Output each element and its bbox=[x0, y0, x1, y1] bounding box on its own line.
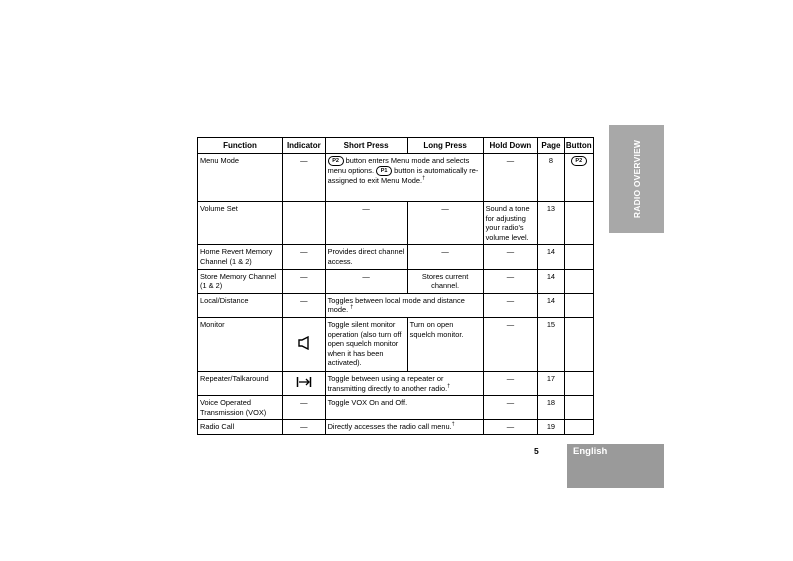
language-tab bbox=[567, 444, 664, 488]
cell-short-press: Provides direct channel access. bbox=[325, 245, 407, 269]
table-row bbox=[198, 269, 594, 293]
cell-short-press bbox=[325, 293, 483, 317]
cell-page: 18 bbox=[538, 396, 564, 420]
cell-short-press: Toggle silent monitor operation (also turn off open squelch monitor when it has been activated). bbox=[325, 317, 407, 371]
cell-function: Voice Operated Transmission (VOX) bbox=[198, 396, 283, 420]
cell-page: 19 bbox=[538, 420, 564, 435]
header-indicator: Indicator bbox=[283, 138, 326, 154]
cell-function: Store Memory Channel (1 & 2) bbox=[198, 269, 283, 293]
table-row bbox=[198, 245, 594, 269]
cell-indicator: — bbox=[283, 396, 326, 420]
table-row bbox=[198, 317, 594, 371]
cell-function: Menu Mode bbox=[198, 154, 283, 202]
cell-page: 15 bbox=[538, 317, 564, 371]
cell-long-press: — bbox=[407, 245, 483, 269]
header-page: Page bbox=[538, 138, 564, 154]
short-press-text-2: button is automatically re-assigned to exit Menu Mode. bbox=[327, 166, 479, 186]
cell-hold-down: — bbox=[483, 371, 538, 395]
talkaround-icon bbox=[296, 376, 312, 388]
dagger-mark: † bbox=[447, 383, 451, 390]
cell-indicator: — bbox=[283, 420, 326, 435]
cell-function: Home Revert Memory Channel (1 & 2) bbox=[198, 245, 283, 269]
cell-button bbox=[564, 293, 593, 317]
cell-short-press: Toggle VOX On and Off. bbox=[325, 396, 483, 420]
cell-short-press bbox=[325, 154, 483, 202]
header-long-press: Long Press bbox=[407, 138, 483, 154]
cell-function: Local/Distance bbox=[198, 293, 283, 317]
cell-long-press: — bbox=[407, 202, 483, 245]
cell-short-press: — bbox=[325, 269, 407, 293]
cell-function: Monitor bbox=[198, 317, 283, 371]
cell-function: Repeater/Talkaround bbox=[198, 371, 283, 395]
table-row bbox=[198, 420, 594, 435]
cell-indicator bbox=[283, 317, 326, 371]
table-header-row bbox=[198, 138, 594, 154]
cell-page: 14 bbox=[538, 269, 564, 293]
cell-hold-down: — bbox=[483, 154, 538, 202]
short-press-text: Directly accesses the radio call menu. bbox=[327, 422, 452, 432]
cell-indicator: — bbox=[283, 293, 326, 317]
dagger-mark: † bbox=[350, 304, 354, 311]
cell-indicator: — bbox=[283, 154, 326, 202]
section-title: RADIO OVERVIEW bbox=[631, 139, 642, 219]
cell-hold-down: — bbox=[483, 396, 538, 420]
cell-page: 8 bbox=[538, 154, 564, 202]
cell-function: Volume Set bbox=[198, 202, 283, 245]
cell-page: 14 bbox=[538, 245, 564, 269]
cell-hold-down: — bbox=[483, 420, 538, 435]
cell-button bbox=[564, 396, 593, 420]
cell-indicator: — bbox=[283, 269, 326, 293]
cell-short-press: — bbox=[325, 202, 407, 245]
cell-page: 14 bbox=[538, 293, 564, 317]
table-row bbox=[198, 371, 594, 395]
p2-button-icon: P2 bbox=[328, 156, 344, 166]
short-press-text: Toggle between using a repeater or transmitting directly to another radio. bbox=[327, 373, 448, 393]
cell-hold-down: — bbox=[483, 293, 538, 317]
header-button: Button bbox=[564, 138, 593, 154]
cell-hold-down: — bbox=[483, 269, 538, 293]
cell-button bbox=[564, 245, 593, 269]
speaker-icon bbox=[298, 336, 310, 350]
cell-short-press bbox=[325, 420, 483, 435]
short-press-text-1: button enters Menu mode and selects menu options. bbox=[327, 156, 470, 176]
dagger-mark: † bbox=[451, 421, 455, 428]
section-side-tab bbox=[609, 125, 664, 233]
table-row bbox=[198, 202, 594, 245]
language-label: English bbox=[573, 446, 608, 457]
cell-hold-down: Sound a tone for adjusting your radio's volume level. bbox=[483, 202, 538, 245]
cell-indicator bbox=[283, 202, 326, 245]
p1-button-icon: P1 bbox=[376, 166, 392, 176]
cell-indicator: — bbox=[283, 245, 326, 269]
short-press-text: Toggles between local mode and distance mode. bbox=[327, 295, 465, 315]
cell-long-press: Turn on open squelch monitor. bbox=[407, 317, 483, 371]
cell-button bbox=[564, 371, 593, 395]
cell-page: 17 bbox=[538, 371, 564, 395]
cell-button bbox=[564, 420, 593, 435]
cell-button bbox=[564, 317, 593, 371]
table-row bbox=[198, 293, 594, 317]
cell-indicator bbox=[283, 371, 326, 395]
header-hold-down: Hold Down bbox=[483, 138, 538, 154]
cell-button bbox=[564, 202, 593, 245]
header-short-press: Short Press bbox=[325, 138, 407, 154]
cell-page: 13 bbox=[538, 202, 564, 245]
cell-hold-down: — bbox=[483, 317, 538, 371]
dagger-mark: † bbox=[422, 175, 426, 182]
p2-button-icon: P2 bbox=[571, 156, 587, 166]
cell-function: Radio Call bbox=[198, 420, 283, 435]
cell-short-press bbox=[325, 371, 483, 395]
table-row bbox=[198, 396, 594, 420]
table-row bbox=[198, 154, 594, 202]
cell-button bbox=[564, 154, 593, 202]
cell-long-press: Stores current channel. bbox=[407, 269, 483, 293]
page-number: 5 bbox=[534, 446, 539, 456]
cell-button bbox=[564, 269, 593, 293]
function-table bbox=[197, 137, 594, 435]
header-function: Function bbox=[198, 138, 283, 154]
cell-hold-down: — bbox=[483, 245, 538, 269]
